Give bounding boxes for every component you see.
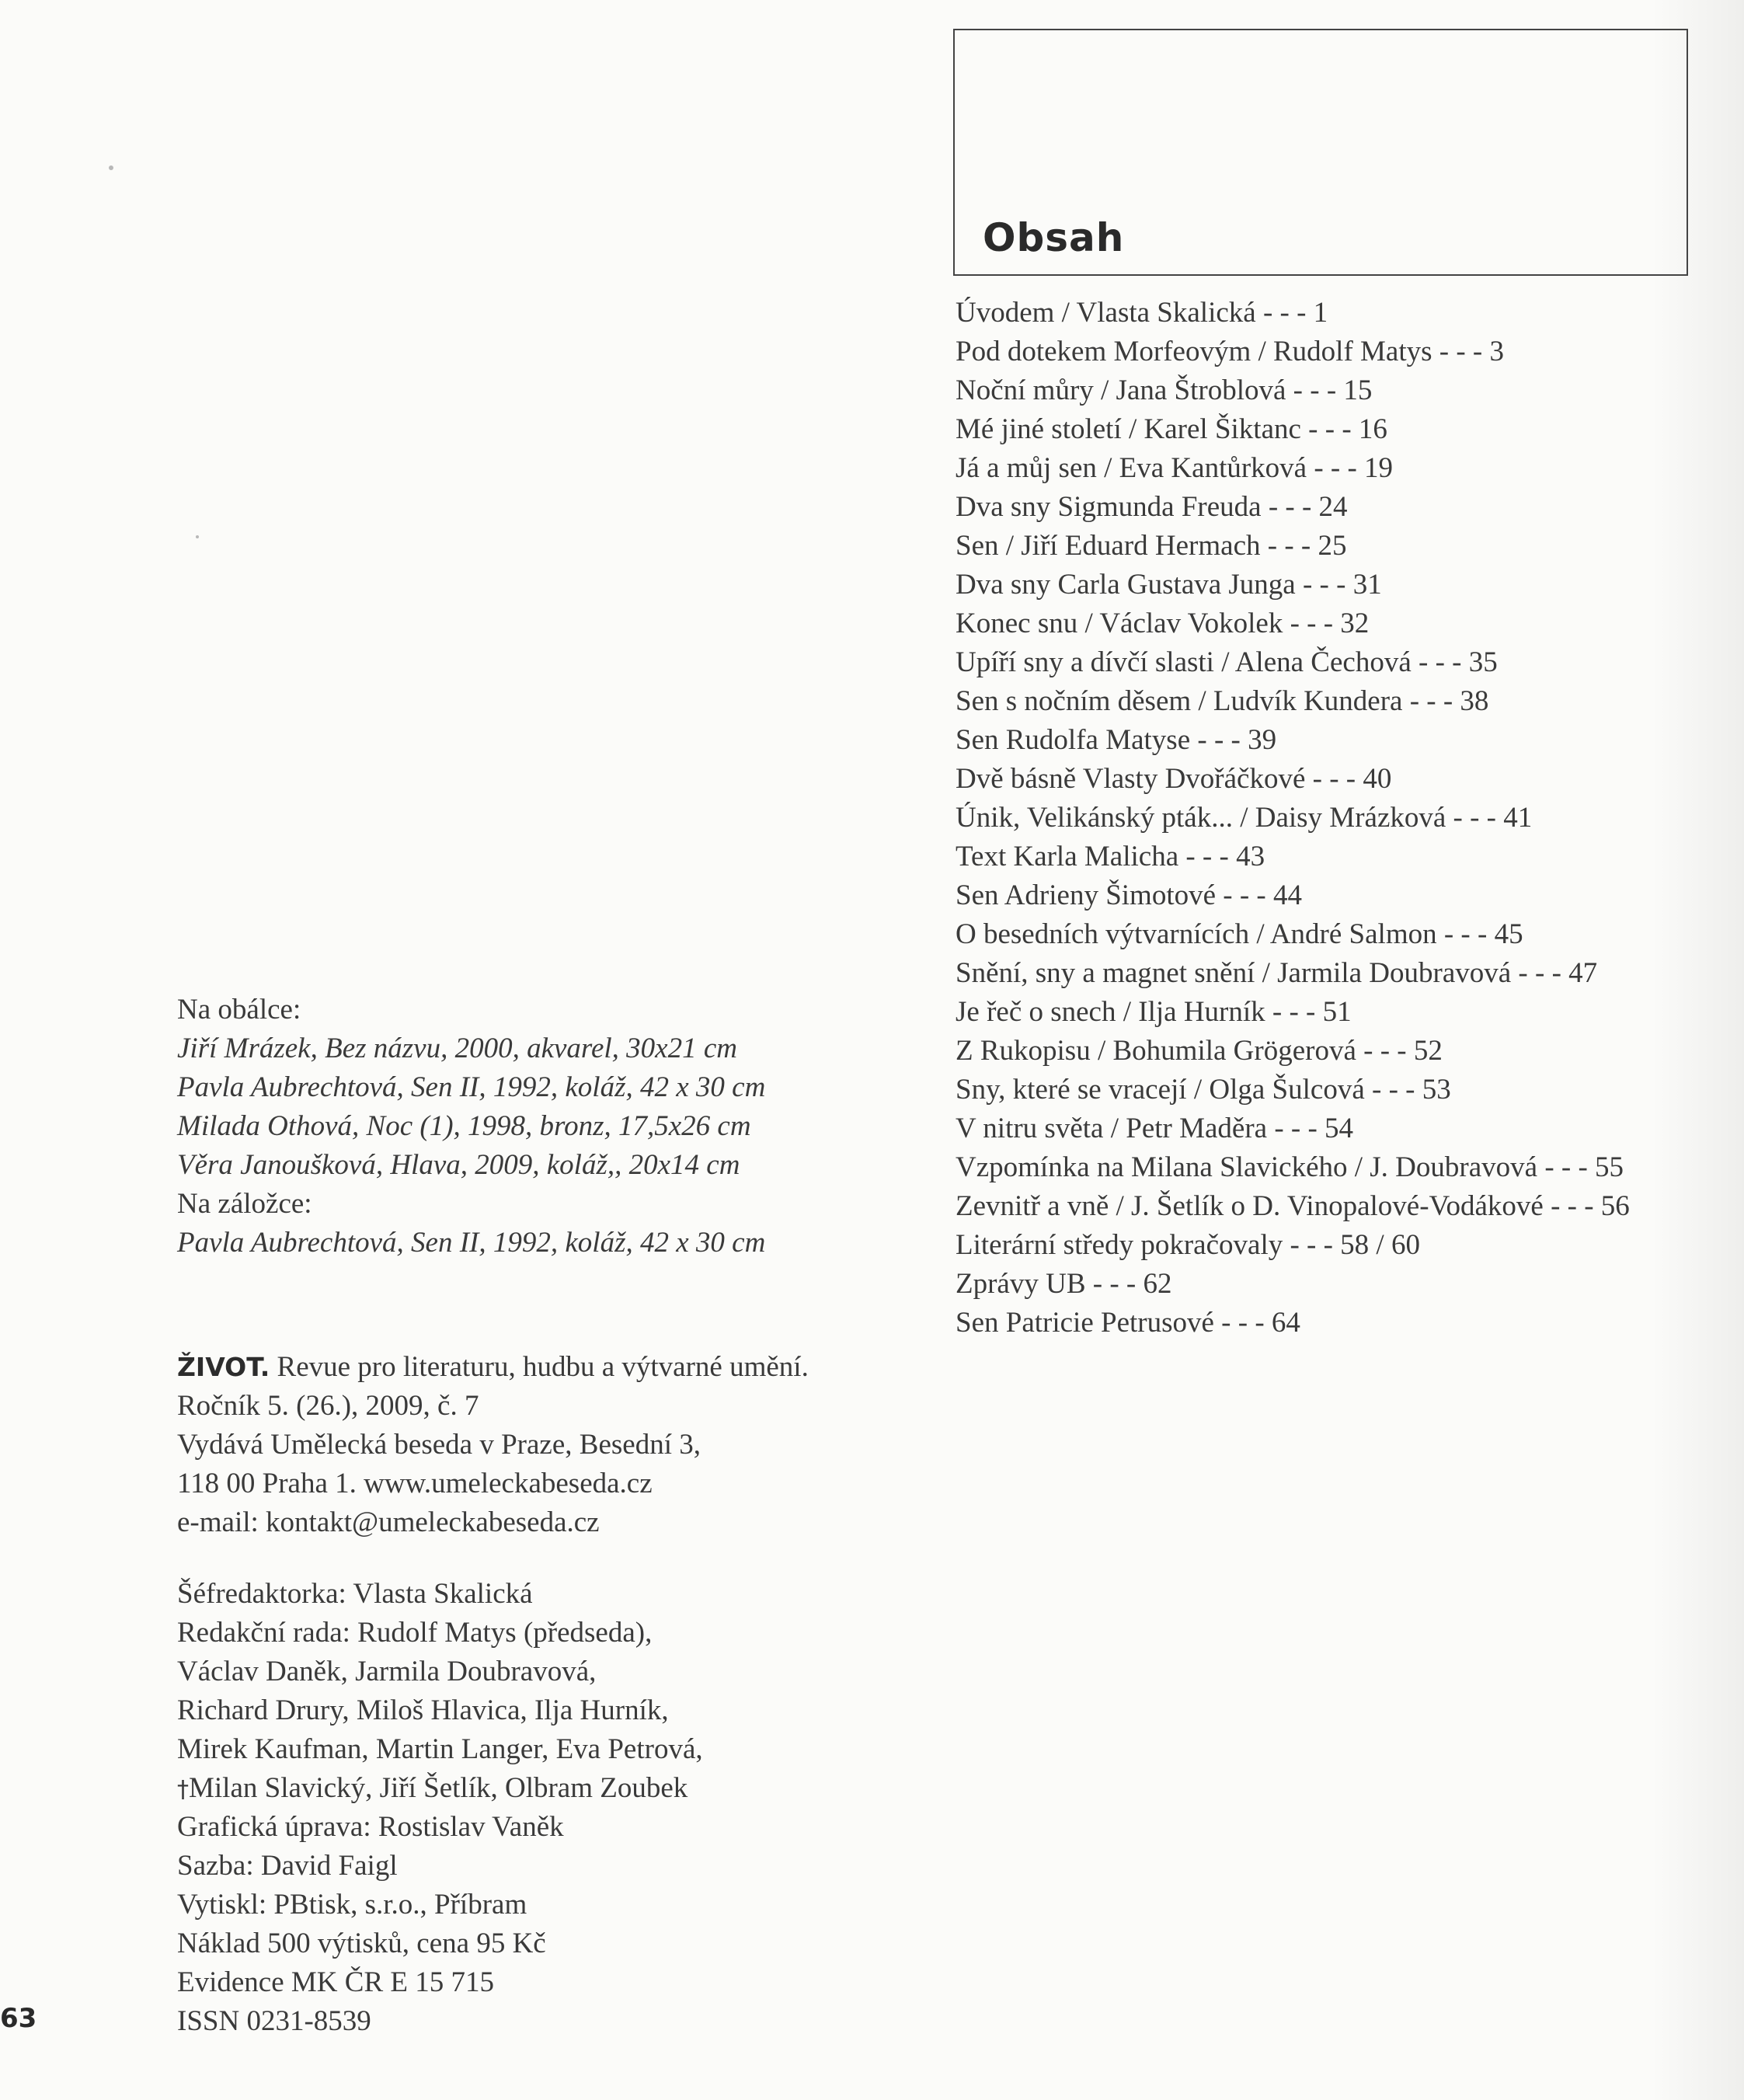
contents-item: Vzpomínka na Milana Slavického / J. Doubravová - - - 55 (956, 1151, 1624, 1183)
contents-item: Sny, které se vracejí / Olga Šulcová - - - 53 (956, 1074, 1451, 1106)
cover-works-list (177, 1029, 765, 1185)
contents-item: Sen Patricie Petrusové - - - 64 (956, 1307, 1300, 1339)
imprint-heading (177, 1348, 809, 1387)
contents-item: Upíří sny a dívčí slasti / Alena Čechová - - - 35 (956, 646, 1498, 678)
paper-speck (196, 535, 199, 538)
contents-item: Úvodem / Vlasta Skalická - - - 1 (956, 297, 1328, 329)
cover-work: Pavla Aubrechtová, Sen II, 1992, koláž, 42 x 30 cm (177, 1071, 766, 1103)
imprint-line: e-mail: kontakt@umeleckabeseda.cz (177, 1506, 600, 1538)
contents-header-box (953, 29, 1688, 276)
bookmark-label: Na záložce: (177, 1188, 312, 1220)
staff-line: Václav Daněk, Jarmila Doubravová, (177, 1656, 597, 1687)
contents-item: Konec snu / Václav Vokolek - - - 32 (956, 608, 1370, 639)
magazine-name: ŽIVOT. (177, 1352, 270, 1382)
imprint (177, 1348, 809, 1542)
staff-line: Redakční rada: Rudolf Matys (předseda), (177, 1617, 653, 1649)
staff-line-deceased (177, 1769, 703, 1808)
editorial-staff (177, 1575, 703, 2041)
imprint-lines (177, 1387, 809, 1542)
staff-line: Sazba: David Faigl (177, 1850, 398, 1882)
contents-item: Sen Adrieny Šimotové - - - 44 (956, 879, 1303, 911)
contents-title: Obsah (983, 215, 1125, 260)
cover-work: Věra Janoušková, Hlava, 2009, koláž,, 20x14 cm (177, 1149, 740, 1181)
contents-item: Snění, sny a magnet snění / Jarmila Doubravová - - - 47 (956, 957, 1598, 989)
contents-item: O besedních výtvarnících / André Salmon - - - 45 (956, 918, 1523, 950)
contents-item: Dvě básně Vlasty Dvořáčkové - - - 40 (956, 763, 1392, 795)
cover-work: Milada Othová, Noc (1), 1998, bronz, 17,5x26 cm (177, 1110, 751, 1142)
paper-speck (109, 165, 113, 170)
contents-item: Literární středy pokračovaly - - - 58 / 60 (956, 1229, 1420, 1261)
staff-line: ISSN 0231-8539 (177, 2005, 371, 2037)
contents-item: Je řeč o snech / Ilja Hurník - - - 51 (956, 996, 1352, 1028)
contents-item: Text Karla Malicha - - - 43 (956, 841, 1265, 872)
imprint-line: Ročník 5. (26.), 2009, č. 7 (177, 1390, 479, 1422)
imprint-line: 118 00 Praha 1. www.umeleckabeseda.cz (177, 1468, 653, 1499)
cover-work: Jiří Mrázek, Bez názvu, 2000, akvarel, 30x21 cm (177, 1033, 737, 1064)
staff-line: Náklad 500 výtisků, cena 95 Kč (177, 1928, 546, 1959)
contents-item: Sen s nočním děsem / Ludvík Kundera - - - 38 (956, 685, 1489, 717)
staff-line: Grafická úprava: Rostislav Vaněk (177, 1811, 564, 1843)
contents-item: Noční můry / Jana Štroblová - - - 15 (956, 374, 1373, 406)
contents-list (956, 294, 1701, 1343)
contents-item: Sen / Jiří Eduard Hermach - - - 25 (956, 530, 1347, 562)
bookmark-works-list (177, 1224, 765, 1262)
contents-item: Z Rukopisu / Bohumila Grögerová - - - 52 (956, 1035, 1443, 1067)
contents-item: V nitru světa / Petr Maděra - - - 54 (956, 1113, 1354, 1144)
cover-label: Na obálce: (177, 994, 301, 1026)
staff-line: Šéfredaktorka: Vlasta Skalická (177, 1578, 533, 1610)
contents-item: Sen Rudolfa Matyse - - - 39 (956, 724, 1277, 756)
imprint-line: Vydává Umělecká beseda v Praze, Besední 3, (177, 1429, 701, 1461)
staff-line-text: Milan Slavický, Jiří Šetlík, Olbram Zoubek (189, 1772, 688, 1804)
staff-line: Mirek Kaufman, Martin Langer, Eva Petrová, (177, 1733, 703, 1765)
contents-item: Dva sny Sigmunda Freuda - - - 24 (956, 491, 1348, 523)
staff-line: Richard Drury, Miloš Hlavica, Ilja Hurník, (177, 1694, 669, 1726)
contents-item: Únik, Velikánský pták... / Daisy Mrázková - - - 41 (956, 802, 1533, 834)
page-number: 63 (0, 2003, 37, 2034)
cover-credits (177, 991, 765, 1262)
magazine-subtitle: Revue pro literaturu, hudbu a výtvarné umění. (270, 1351, 809, 1383)
staff-line: Vytiskl: PBtisk, s.r.o., Příbram (177, 1889, 527, 1921)
staff-lines (177, 1808, 703, 2041)
contents-item: Já a můj sen / Eva Kantůrková - - - 19 (956, 452, 1394, 484)
cross-icon: † (177, 1776, 189, 1803)
bookmark-work: Pavla Aubrechtová, Sen II, 1992, koláž, 42 x 30 cm (177, 1227, 766, 1259)
staff-line: Evidence MK ČR E 15 715 (177, 1966, 494, 1998)
contents-item: Mé jiné století / Karel Šiktanc - - - 16 (956, 413, 1387, 445)
contents-item: Dva sny Carla Gustava Junga - - - 31 (956, 569, 1382, 601)
contents-item: Zprávy UB - - - 62 (956, 1268, 1172, 1300)
contents-item: Pod dotekem Morfeovým / Rudolf Matys - - - 3 (956, 336, 1504, 367)
contents-item: Zevnitř a vně / J. Šetlík o D. Vinopalové-Vodákové - - - 56 (956, 1190, 1630, 1222)
staff-lines (177, 1575, 703, 1769)
